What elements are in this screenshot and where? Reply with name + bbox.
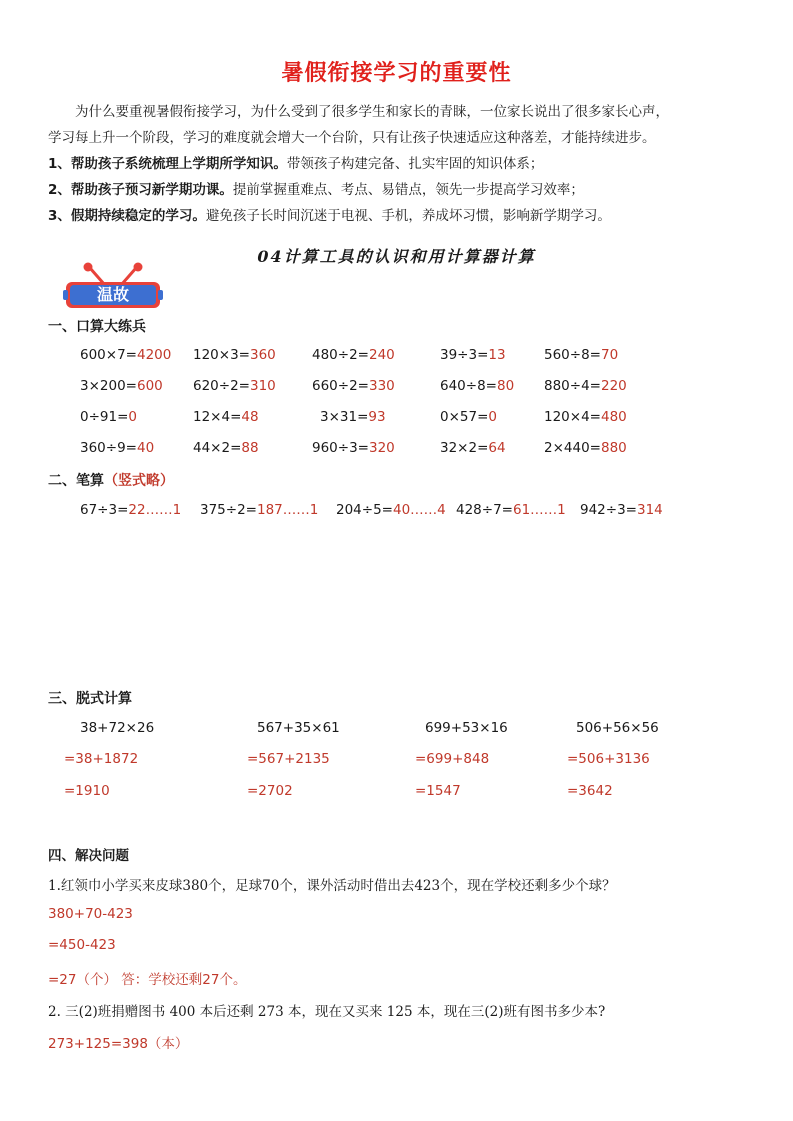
oral-calc-item: 32×2=64	[440, 440, 506, 456]
oral-calc-item: 600×7=4200	[80, 347, 172, 363]
oral-calc-item: 880÷4=220	[544, 378, 627, 394]
written-calc-item: 67÷3=22……1	[80, 502, 182, 518]
oral-calc-item: 960÷3=320	[312, 440, 395, 456]
oral-calc-item: 44×2=88	[193, 440, 259, 456]
section-2-title: 二、笔算（竖式略）	[48, 473, 174, 489]
step-calc-step: =567+2135	[247, 751, 330, 767]
oral-calc-item: 480÷2=240	[312, 347, 395, 363]
step-calc-step: =699+848	[415, 751, 490, 767]
written-calc-item: 942÷3=314	[580, 502, 663, 518]
oral-calc-item: 0÷91=0	[80, 409, 137, 425]
point-3-heading: 3、假期持续稳定的学习。	[48, 208, 206, 224]
step-calc-step: =38+1872	[64, 751, 139, 767]
problem-1-answer: =27（个） 答：学校还剩27个。	[48, 972, 247, 988]
problem-1-step-2: =450-423	[48, 937, 116, 953]
oral-calc-item: 360÷9=40	[80, 440, 155, 456]
point-1	[48, 151, 543, 177]
step-calc-result: =1547	[415, 783, 461, 799]
step-calc-expression: 567+35×61	[257, 720, 340, 736]
step-calc-expression: 506+56×56	[576, 720, 659, 736]
oral-calc-item: 2×440=880	[544, 440, 627, 456]
intro-line-1: 为什么要重视暑假衔接学习，为什么受到了很多学生和家长的青睐，一位家长说出了很多家长心声，	[75, 104, 669, 120]
point-2-text: 提前掌握重难点、考点、易错点，领先一步提高学习效率；	[232, 182, 584, 198]
point-3-text: 避免孩子长时间沉迷于电视、手机，养成坏习惯，影响新学期学习。	[205, 208, 611, 224]
oral-calc-item: 640÷8=80	[440, 378, 515, 394]
step-calc-result: =2702	[247, 783, 293, 799]
badge-label: 温故	[96, 285, 129, 304]
oral-calc-item: 39÷3=13	[440, 347, 506, 363]
problem-2-answer: 273+125=398（本）	[48, 1036, 189, 1052]
step-calc-step: =506+3136	[567, 751, 650, 767]
point-3	[48, 203, 611, 229]
point-1-heading: 1、帮助孩子系统梳理上学期所学知识。	[48, 156, 287, 172]
lesson-title: 04计算工具的认识和用计算器计算	[257, 247, 536, 266]
section-2-note: （竖式略）	[104, 473, 174, 489]
review-badge	[60, 262, 166, 310]
step-calc-expression: 699+53×16	[425, 720, 508, 736]
oral-calc-item: 120×4=480	[544, 409, 627, 425]
point-1-text: 带领孩子构建完备、扎实牢固的知识体系；	[286, 156, 544, 172]
oral-calc-item: 660÷2=330	[312, 378, 395, 394]
oral-calc-item: 620÷2=310	[193, 378, 276, 394]
problem-1-text: 1.红领巾小学买来皮球380个，足球70个，课外活动时借出去423个，现在学校还剩多少个球？	[48, 878, 616, 894]
section-1-title: 一、口算大练兵	[48, 319, 146, 335]
intro-line-2: 学习每上升一个阶段，学习的难度就会增大一个台阶，只有让孩子快速适应这种落差，才能持续进步。	[48, 130, 656, 146]
oral-calc-item: 3×31=93	[320, 409, 386, 425]
problem-2-text: 2. 三(2)班捐赠图书 400 本后还剩 273 本，现在又买来 125 本，现在三(2)班有图书多少本?	[48, 1004, 606, 1020]
written-calc-item: 428÷7=61……1	[456, 502, 566, 518]
oral-calc-item: 12×4=48	[193, 409, 259, 425]
step-calc-result: =3642	[567, 783, 613, 799]
oral-calc-item: 0×57=0	[440, 409, 497, 425]
oral-calc-item: 560÷8=70	[544, 347, 619, 363]
page-title: 暑假衔接学习的重要性	[281, 61, 512, 86]
oral-calc-item: 3×200=600	[80, 378, 163, 394]
step-calc-expression: 38+72×26	[80, 720, 155, 736]
point-2-heading: 2、帮助孩子预习新学期功课。	[48, 182, 233, 198]
written-calc-item: 375÷2=187……1	[200, 502, 319, 518]
point-2	[48, 177, 584, 203]
step-calc-result: =1910	[64, 783, 110, 799]
section-3-title: 三、脱式计算	[48, 691, 132, 707]
written-calc-item: 204÷5=40……4	[336, 502, 446, 518]
section-4-title: 四、解决问题	[48, 848, 129, 864]
oral-calc-item: 120×3=360	[193, 347, 276, 363]
problem-1-step-1: 380+70-423	[48, 906, 133, 922]
